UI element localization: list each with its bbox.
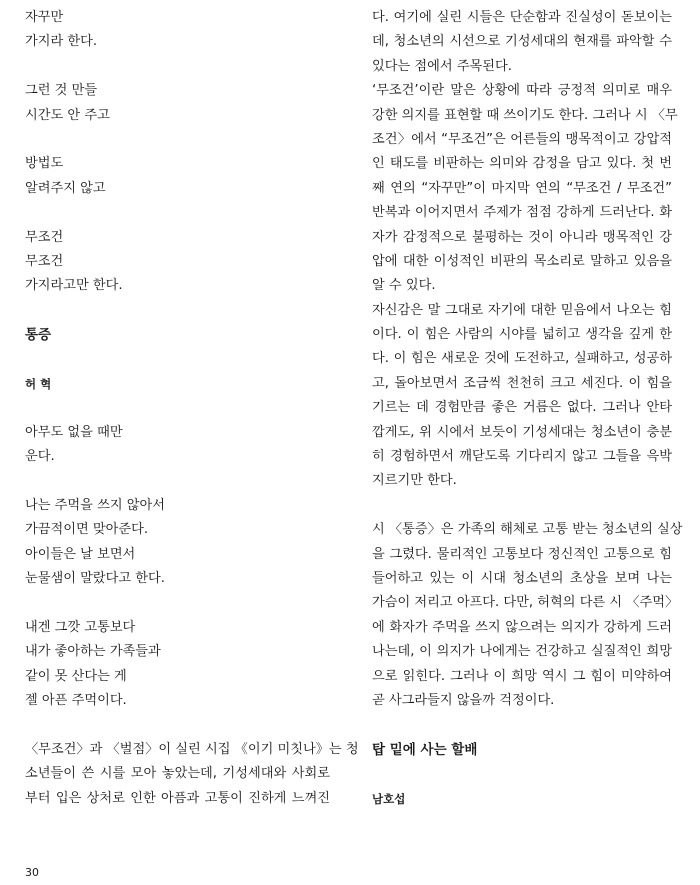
poem-stanza-2: [25, 79, 330, 128]
poem-line: 가지라 한다.: [25, 34, 98, 50]
poem-stanza-4: [25, 226, 330, 299]
poem-line: 운다.: [25, 449, 55, 465]
prose-line: 압에 대한 이성적인 비판의 목소리로 말하고 있음을: [372, 253, 672, 269]
right-column: [372, 6, 683, 811]
prose-line: 나는데, 이 의지가 나에게는 건강하고 실질적인 희망: [372, 644, 672, 660]
poem-line: 젤 아픈 주먹이다.: [25, 692, 127, 708]
commentary-paragraph: [372, 6, 672, 79]
poem-line: 눈물샘이 말랐다고 한다.: [25, 570, 165, 586]
prose-line: 들어하고 있는 이 시대 청소년의 초상을 보며 나는: [372, 570, 672, 586]
prose-line: 조건〉에서 “무조건”은 어른들의 맹목적이고 강압적: [372, 131, 672, 147]
prose-line: 깝게도, 위 시에서 보듯이 기성세대는 청소년이 충분: [372, 424, 672, 440]
prose-line: 인 태도를 비판하는 의미와 감정을 담고 있다. 첫 번: [372, 156, 672, 172]
prose-line: 곧 사그라들지 않을까 걱정이다.: [372, 692, 555, 708]
prose-line: 째 연의 “자꾸만”이 마지막 연의 “무조건 / 무조건”: [372, 180, 672, 196]
prose-line: 〈무조건〉과 〈벌점〉이 실린 시집 《이기 미칫나》는 청: [25, 741, 359, 757]
prose-line: 으로 읽힌다. 그러나 이 희망 역시 그 힘이 미약하여: [372, 668, 672, 684]
next-poem-author: 남호섭: [372, 791, 406, 806]
prose-line: 데, 청소년의 시선으로 기성세대의 현재를 파악할 수: [372, 34, 672, 50]
prose-line: 소년들이 쓴 시를 모아 놓았는데, 기성세대와 사회로: [25, 766, 330, 782]
poem-line: 가지라고만 한다.: [25, 278, 123, 294]
poem-stanza-3: [25, 152, 330, 201]
prose-line: 가슴이 저리고 아프다. 다만, 허혁의 다른 시 〈주먹〉: [372, 595, 679, 611]
prose-line: 부터 입은 상처로 인한 아픔과 고통이 진하게 느껴진: [25, 790, 330, 806]
poem-line: 내가 좋아하는 가족들과: [25, 644, 161, 660]
poem-author: 허 혁: [25, 376, 52, 391]
poem-line: 알려주지 않고: [25, 180, 106, 196]
poem-line: 방법도: [25, 156, 64, 172]
poem-line: 무조건: [25, 253, 64, 269]
prose-line: 알 수 있다.: [372, 278, 436, 294]
prose-line: 을 그렸다. 물리적인 고통보다 정신적인 고통으로 힘: [372, 546, 672, 562]
poem-stanza-5: [25, 421, 330, 470]
poem-line: 내겐 그깟 고통보다: [25, 619, 136, 635]
prose-line: 있다는 점에서 주목된다.: [372, 58, 512, 74]
commentary-paragraph: [372, 299, 672, 494]
prose-line: 다. 이 힘은 새로운 것에 도전하고, 실패하고, 성공하: [372, 351, 672, 367]
poem-line: 그런 것 만들: [25, 83, 98, 99]
poem-line: 아무도 없을 때만: [25, 424, 123, 440]
left-column: [25, 6, 359, 811]
poem-line: 같이 못 산다는 게: [25, 668, 127, 684]
poem-line: 자꾸만: [25, 10, 64, 25]
prose-line: 자가 감정적으로 불평하는 것이 아니라 맹목적인 강: [372, 229, 672, 245]
prose-line: 다. 여기에 실린 시들은 단순함과 진실성이 돋보이는: [372, 10, 672, 25]
poem-title: 통증: [25, 327, 52, 344]
poem-stanza-1: [25, 6, 330, 55]
prose-line: 자신감은 말 그대로 자기에 대한 믿음에서 나오는 힘: [372, 302, 672, 318]
poem-line: 아이들은 날 보면서: [25, 546, 136, 562]
poem-stanza-6: [25, 494, 330, 592]
prose-line: 기르는 데 경험만큼 좋은 거름은 없다. 그러나 안타: [372, 400, 672, 416]
prose-line: 강한 의지를 표현할 때 쓰이기도 한다. 그러나 시 〈무: [372, 107, 678, 123]
prose-line: 지르기만 한다.: [372, 473, 457, 489]
poem-line: 나는 주먹을 쓰지 않아서: [25, 497, 165, 513]
next-poem-title: 탑 밑에 사는 할배: [372, 741, 478, 758]
prose-line: 시 〈통증〉은 가족의 해체로 고통 받는 청소년의 실상: [372, 522, 683, 538]
commentary-paragraph: [25, 738, 359, 811]
poem-line: 시간도 안 주고: [25, 107, 110, 123]
page-number: 30: [25, 866, 39, 879]
prose-line: 반복과 이어지면서 주제가 점점 강하게 드러난다. 화: [372, 205, 672, 221]
commentary-paragraph: [372, 518, 683, 713]
prose-line: 이다. 이 힘은 사람의 시야를 넓히고 생각을 깊게 한: [372, 327, 672, 343]
prose-line: 히 경험하면서 깨닫도록 기다리지 않고 그들을 윽박: [372, 449, 672, 465]
poem-line: 가끔적이면 맞아준다.: [25, 522, 149, 538]
commentary-paragraph: [372, 79, 678, 299]
prose-line: 고, 돌아보면서 조금씩 천천히 크고 세진다. 이 힘을: [372, 375, 672, 391]
prose-line: ‘무조건’이란 말은 상황에 따라 긍정적 의미로 매우: [372, 83, 672, 99]
poem-line: 무조건: [25, 229, 64, 245]
prose-line: 에 화자가 주먹을 쓰지 않으려는 의지가 강하게 드러: [372, 619, 672, 635]
poem-stanza-7: [25, 616, 330, 714]
